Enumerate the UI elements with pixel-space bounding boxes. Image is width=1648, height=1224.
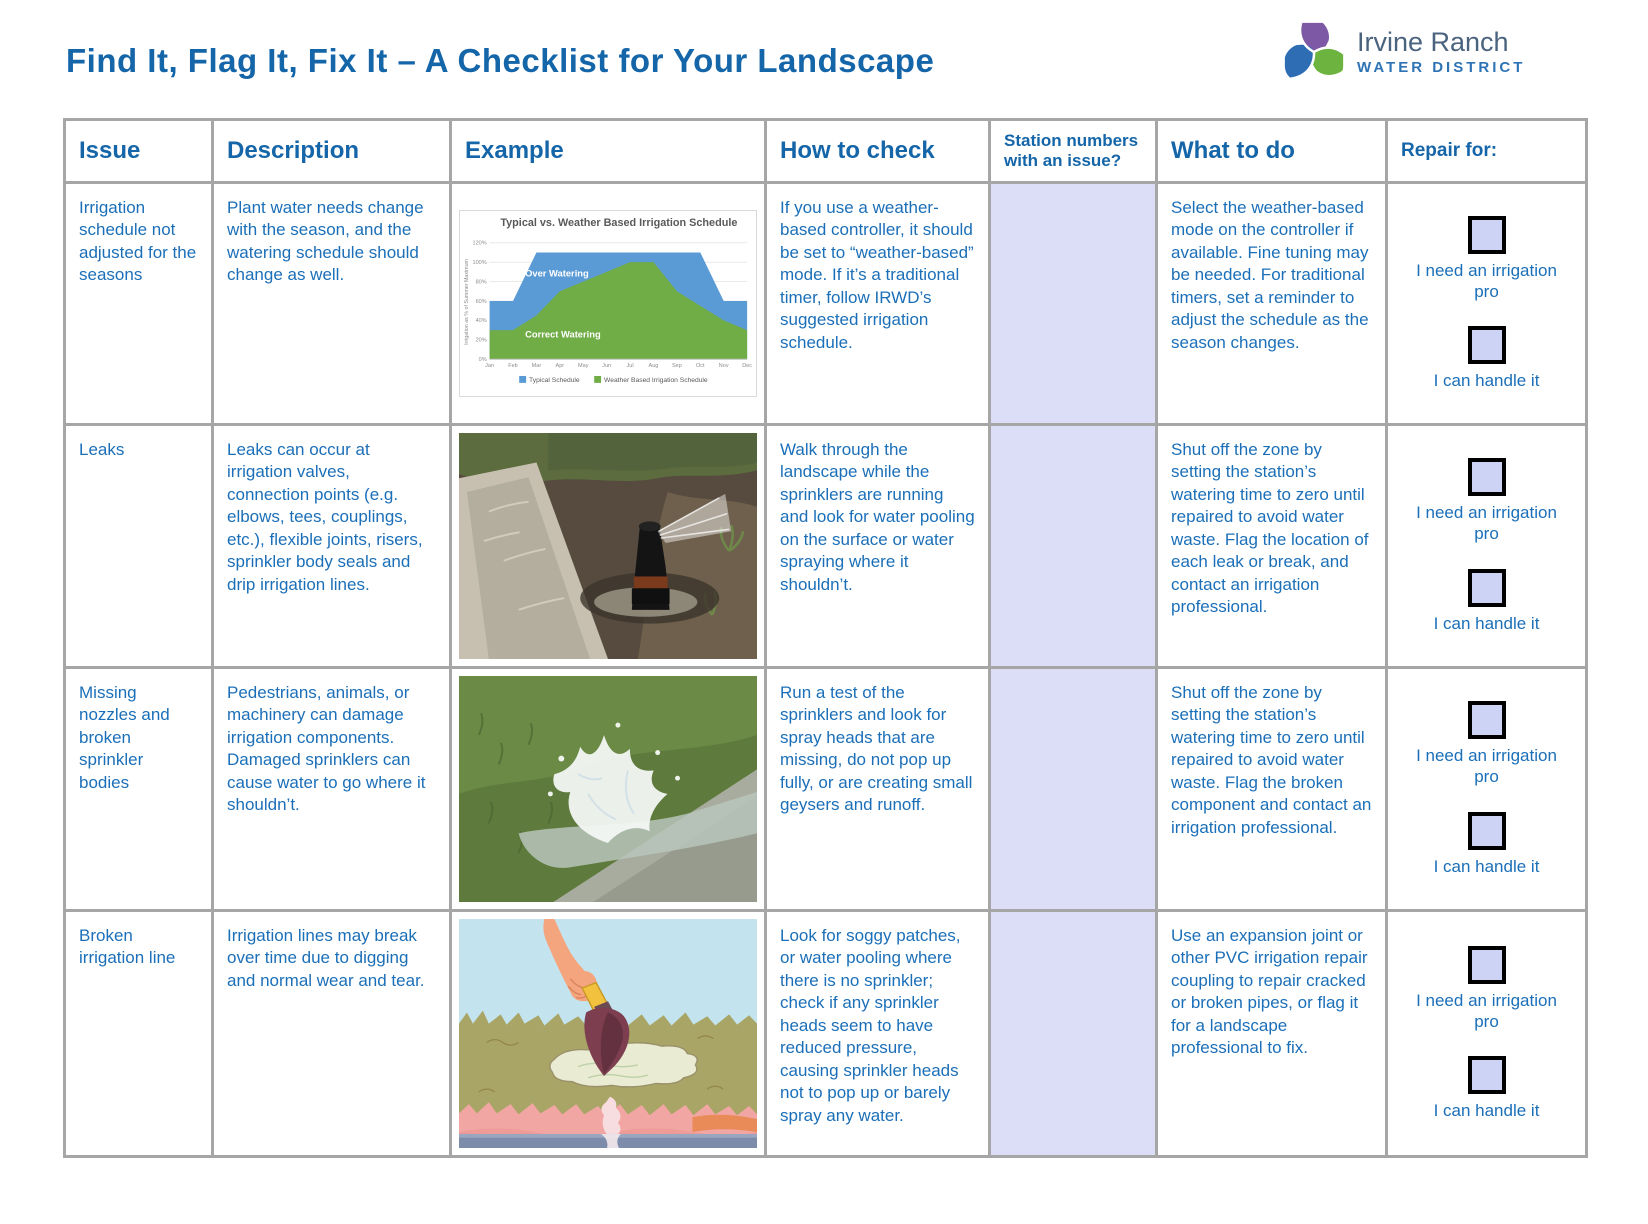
svg-text:Mar: Mar	[531, 363, 542, 370]
repair-for-cell	[1388, 912, 1585, 1155]
svg-text:Jul: Jul	[626, 363, 634, 370]
header-example: Example	[452, 121, 764, 181]
checkbox-label: I can handle it	[1433, 1101, 1540, 1121]
correct-watering-label: Correct Watering	[525, 329, 601, 340]
checkbox-label: I need an irrigation pro	[1416, 746, 1557, 787]
irwd-pinwheel-icon	[1283, 14, 1345, 90]
how-to-check-cell: Look for soggy patches, or water pooling where there is no sprinkler; check if any sprinkler heads seem to have reduced pressure, causing sprinkler heads not to pop up or barely spray any water.	[767, 912, 988, 1155]
checkbox-need-irrigation-pro[interactable]	[1468, 458, 1506, 496]
svg-text:May: May	[578, 363, 589, 370]
checkbox-label: I need an irrigation pro	[1416, 990, 1557, 1031]
header-station-numbers: Station numbers with an issue?	[991, 121, 1155, 181]
checkbox-label: I can handle it	[1433, 371, 1540, 391]
header-what-to-do: What to do	[1158, 121, 1385, 181]
checkbox-need-irrigation-pro[interactable]	[1468, 701, 1506, 739]
how-to-check-cell: Walk through the landscape while the sprinklers are running and look for water pooling on the surface or water spraying where it shouldn’t.	[767, 426, 988, 666]
checkbox-can-handle-it[interactable]	[1468, 812, 1506, 850]
repair-for-cell	[1388, 184, 1585, 423]
svg-text:60%: 60%	[475, 299, 487, 306]
checklist-table	[63, 118, 1588, 1158]
svg-text:Sep: Sep	[671, 363, 682, 370]
checkbox-can-handle-it[interactable]	[1468, 326, 1506, 364]
station-numbers-cell[interactable]	[991, 912, 1155, 1155]
irwd-logo	[1283, 14, 1525, 90]
example-cell	[452, 184, 764, 423]
irrigation-schedule-chart	[460, 211, 756, 389]
broken-pipe-illustration	[459, 919, 757, 1148]
description-cell: Plant water needs change with the season, and the watering schedule should change as well.	[214, 184, 449, 423]
page-title: Find It, Flag It, Fix It – A Checklist for Your Landscape	[66, 42, 935, 79]
example-cell	[452, 426, 764, 666]
svg-text:0%: 0%	[478, 357, 487, 364]
issue-cell: Broken irrigation line	[66, 912, 211, 1155]
legend-weather: Weather Based Irrigation Schedule	[604, 377, 708, 385]
legend-swatch-weather	[594, 376, 601, 383]
logo-text	[1357, 28, 1525, 75]
svg-text:80%: 80%	[475, 279, 487, 286]
station-numbers-cell[interactable]	[991, 426, 1155, 666]
legend-swatch-typical	[519, 376, 526, 383]
what-to-do-cell: Shut off the zone by setting the station’s watering time to zero until repaired to avoid water waste. Flag the location of each leak or break, and contact an irrigation professional.	[1158, 426, 1385, 666]
example-cell	[452, 669, 764, 909]
how-to-check-cell: If you use a weather-based controller, it should be set to “weather-based” mode. If it’s a traditional timer, follow IRWD’s suggested irrigation schedule.	[767, 184, 988, 423]
logo-name: Irvine Ranch	[1357, 27, 1509, 58]
over-watering-label: Over Watering	[525, 268, 589, 279]
description-cell: Leaks can occur at irrigation valves, connection points (e.g. elbows, tees, couplings, etc.), flexible joints, risers, sprinkler body seals and drip irrigation lines.	[214, 426, 449, 666]
sprinkler-geyser-photo	[459, 676, 757, 902]
description-cell: Irrigation lines may break over time due to digging and normal wear and tear.	[214, 912, 449, 1155]
header-issue: Issue	[66, 121, 211, 181]
issue-cell: Leaks	[66, 426, 211, 666]
svg-text:Oct: Oct	[696, 363, 705, 370]
chart-ylabel: Irrigation as % of Summer Maximum	[463, 259, 470, 346]
checkbox-label: I need an irrigation pro	[1416, 260, 1557, 301]
station-numbers-cell[interactable]	[991, 669, 1155, 909]
header-how-to-check: How to check	[767, 121, 988, 181]
svg-text:100%: 100%	[472, 260, 487, 267]
how-to-check-cell: Run a test of the sprinklers and look for spray heads that are missing, do not pop up fully, or are creating small geysers and runoff.	[767, 669, 988, 909]
svg-text:Aug: Aug	[648, 363, 659, 370]
what-to-do-cell: Select the weather-based mode on the controller if available. Fine tuning may be needed. For traditional timers, set a reminder to adjust the schedule as the season changes.	[1158, 184, 1385, 423]
svg-text:Dec: Dec	[742, 363, 753, 370]
checkbox-label: I can handle it	[1433, 613, 1540, 633]
repair-for-cell	[1388, 669, 1585, 909]
example-cell	[452, 912, 764, 1155]
issue-cell: Irrigation schedule not adjusted for the seasons	[66, 184, 211, 423]
header-repair-for: Repair for:	[1388, 121, 1585, 181]
checkbox-label: I need an irrigation pro	[1416, 503, 1557, 544]
svg-text:20%: 20%	[475, 337, 487, 344]
checkbox-can-handle-it[interactable]	[1468, 569, 1506, 607]
header-description: Description	[214, 121, 449, 181]
checkbox-can-handle-it[interactable]	[1468, 1056, 1506, 1094]
issue-cell: Missing nozzles and broken sprinkler bodies	[66, 669, 211, 909]
leaking-sprinkler-photo	[459, 433, 757, 659]
svg-text:Apr: Apr	[555, 363, 565, 370]
description-cell: Pedestrians, animals, or machinery can damage irrigation components. Damaged sprinklers can cause water to go where it shouldn’t.	[214, 669, 449, 909]
checkbox-need-irrigation-pro[interactable]	[1468, 946, 1506, 984]
logo-subname: WATER DISTRICT	[1357, 58, 1526, 76]
station-numbers-cell[interactable]	[991, 184, 1155, 423]
svg-text:Jan: Jan	[485, 363, 495, 370]
what-to-do-cell: Use an expansion joint or other PVC irrigation repair coupling to repair cracked or broken pipes, or flag it for a landscape professional to fix.	[1158, 912, 1385, 1155]
svg-text:Jun: Jun	[602, 363, 612, 370]
svg-text:120%: 120%	[472, 240, 487, 247]
svg-text:Feb: Feb	[508, 363, 518, 370]
checkbox-label: I can handle it	[1433, 856, 1540, 876]
svg-text:40%: 40%	[475, 318, 487, 325]
chart-title: Typical vs. Weather Based Irrigation Schedule	[500, 217, 738, 230]
schedule-chart	[459, 210, 757, 396]
repair-for-cell	[1388, 426, 1585, 666]
checkbox-need-irrigation-pro[interactable]	[1468, 216, 1506, 254]
what-to-do-cell: Shut off the zone by setting the station’s watering time to zero until repaired to avoid water waste. Flag the broken component and contact an irrigation professional.	[1158, 669, 1385, 909]
legend-typical: Typical Schedule	[529, 377, 580, 385]
svg-text:Nov: Nov	[718, 363, 729, 370]
